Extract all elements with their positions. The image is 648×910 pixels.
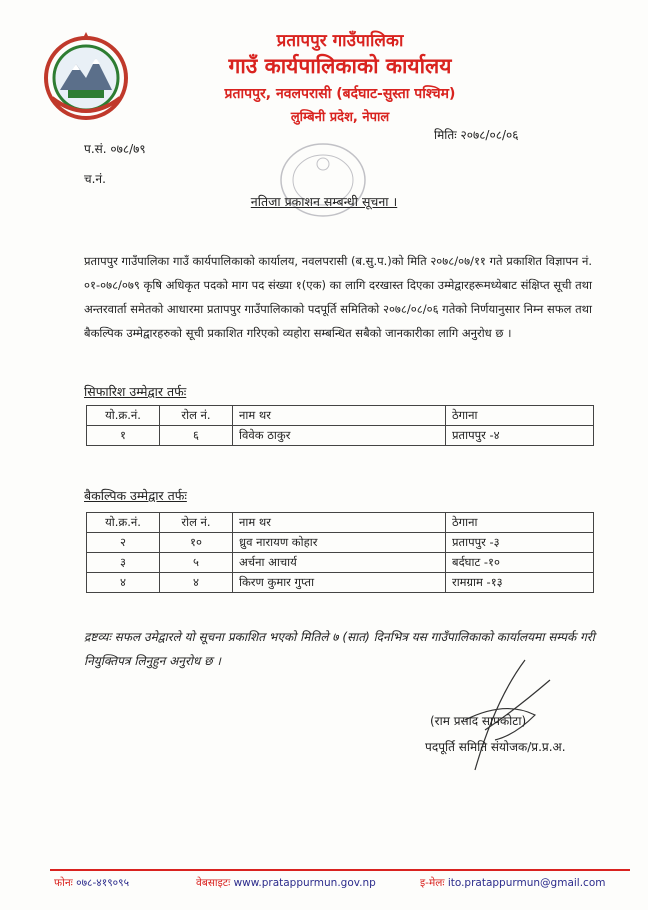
ps-number: प.सं. ०७८/७९	[84, 142, 146, 156]
footer-divider	[50, 869, 630, 871]
cell-name: ध्रुव नारायण कोहार	[233, 533, 446, 553]
cell-name: विवेक ठाकुर	[233, 426, 446, 446]
cell-roll: १०	[160, 533, 233, 553]
recommended-table	[86, 405, 594, 446]
col-address: ठेगाना	[446, 406, 594, 426]
recommended-section-title: सिफारिश उम्मेद्वार तर्फः	[84, 384, 187, 399]
col-name: नाम थर	[233, 513, 446, 533]
footer-website[interactable]	[196, 876, 376, 890]
table-header-row	[87, 406, 594, 426]
footer-phone-value: ०७८-४१९०९५	[76, 877, 130, 889]
alternate-section-title: बैकल्पिक उम्मेद्वार तर्फः	[84, 488, 187, 503]
table-header-row	[87, 513, 594, 533]
cell-name: अर्चना आचार्य	[233, 553, 446, 573]
col-address: ठेगाना	[446, 513, 594, 533]
cell-name: किरण कुमार गुप्ता	[233, 573, 446, 593]
notice-subject: नतिजा प्रकाशन सम्बन्धी सूचना ।	[250, 194, 398, 209]
table-row	[87, 533, 594, 553]
cell-address: बर्दघाट -१०	[446, 553, 594, 573]
alternate-table	[86, 512, 594, 593]
letter-date: मितिः २०७८/०८/०६	[434, 128, 519, 142]
cell-address: प्रतापपुर -४	[446, 426, 594, 446]
cell-serial: ४	[87, 573, 160, 593]
nepal-emblem-icon	[38, 28, 134, 124]
province-line: लुम्बिनी प्रदेश, नेपाल	[290, 110, 390, 125]
footer-email-value[interactable]: ito.pratappurmun@gmail.com	[447, 877, 606, 889]
col-serial: यो.क्र.नं.	[87, 406, 160, 426]
footer-email-label: इ-मेलः	[420, 877, 445, 889]
cell-roll: ५	[160, 553, 233, 573]
cell-serial: ३	[87, 553, 160, 573]
footer-web-label: वेबसाइटः	[196, 877, 231, 889]
cell-serial: २	[87, 533, 160, 553]
footer-email[interactable]	[420, 876, 605, 890]
cell-address: प्रतापपुर -३	[446, 533, 594, 553]
office-address: प्रतापपुर, नवलपरासी (बर्दघाट-सुस्ता पश्चिम)	[224, 86, 456, 102]
signatory-title: पदपूर्ति समिति संयोजक/प्र.प्र.अ.	[425, 740, 566, 754]
municipality-name: प्रतापपुर गाउँपालिका	[276, 31, 404, 51]
table-row	[87, 573, 594, 593]
footer-phone-label: फोनः	[54, 877, 73, 889]
footer-web-value[interactable]: www.pratappurmun.gov.np	[233, 877, 376, 889]
col-name: नाम थर	[233, 406, 446, 426]
signatory-name: (राम प्रसाद सापकोटा)	[430, 714, 527, 728]
col-roll: रोल नं.	[160, 513, 233, 533]
col-roll: रोल नं.	[160, 406, 233, 426]
table-row	[87, 553, 594, 573]
cell-serial: १	[87, 426, 160, 446]
notice-note: द्रष्टव्यः सफल उमेद्वारले यो सूचना प्रकाशित भएको मितिले ७ (सात) दिनभित्र यस गाउँपालिकाको कार्यालयमा सम्पर्क गरी नियुक्तिपत्र लिनुहुन अनुरोध छ ।	[84, 630, 595, 668]
cell-address: रामग्राम -१३	[446, 573, 594, 593]
cn-number: च.नं.	[84, 172, 106, 186]
notice-body: प्रतापपुर गाउँपालिका गाउँ कार्यपालिकाको कार्यालय, नवलपरासी (ब.सु.प.)को मिति २०७८/०७/११ गते प्रकाशित विज्ञापन नं. ०१-०७८/०७९ कृषि अधिकृत पदको माग पद संख्या १(एक) का लागि दरखास्त दिएका उम्मेद्वारहरूमध्येबाट संक्षिप्त सूची तथा अन्तरवार्ता समेतको आधारमा प्रतापपुर गाउँपालिकाको पदपूर्ति समितिको २०७८/०८/०६ गतेको निर्णयानुसार निम्न सफल तथा बैकल्पिक उम्मेद्वारहरुको सूची प्रकाशित गरिएको व्यहोरा सम्बन्धित सबैको जानकारीका लागि अनुरोध छ ।	[84, 254, 592, 340]
cell-roll: ४	[160, 573, 233, 593]
footer-phone	[54, 876, 129, 890]
col-serial: यो.क्र.नं.	[87, 513, 160, 533]
office-name: गाउँ कार्यपालिकाको कार्यालय	[228, 54, 452, 78]
cell-roll: ६	[160, 426, 233, 446]
signature-icon	[455, 640, 565, 780]
table-row	[87, 426, 594, 446]
